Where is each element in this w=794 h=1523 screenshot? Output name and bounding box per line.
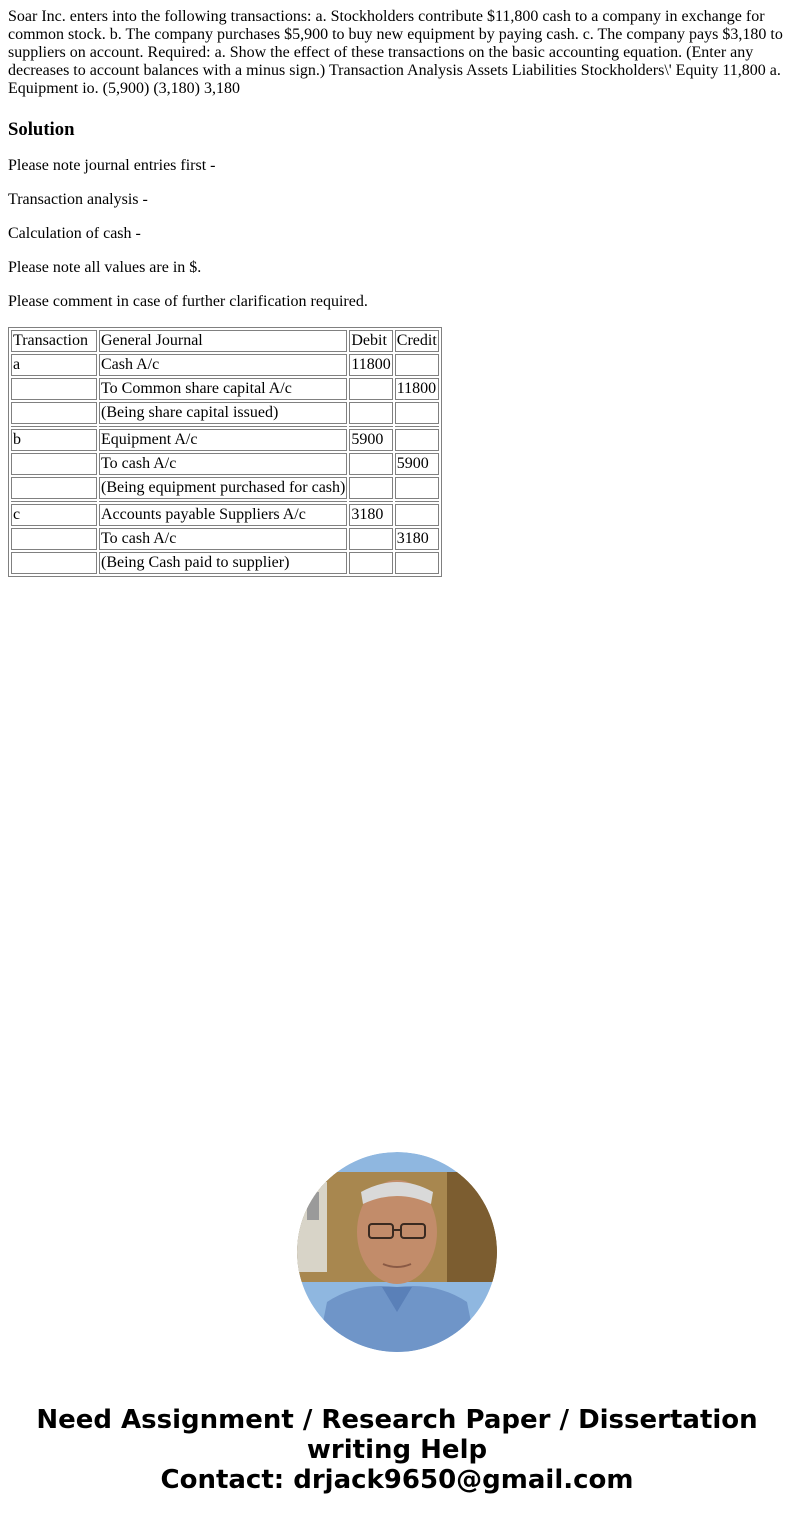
table-header-row	[11, 330, 439, 352]
separator-cell	[99, 426, 347, 427]
separator-cell	[11, 501, 97, 502]
cell-debit	[349, 378, 392, 400]
cell-credit: 11800	[395, 378, 439, 400]
header-general-journal: General Journal	[99, 330, 347, 352]
group-separator	[11, 501, 439, 502]
question-text: Soar Inc. enters into the following transactions: a. Stockholders contribute $11,800 cash to a company in exchange for common stock. b. The company purchases $5,900 to buy new equipment by paying cash. c. The company pays $3,180 to suppliers on account. Required: a. Show the effect of these transactions on the basic accounting equation. (Enter any decreases to account balances with a minus sign.) Transaction Analysis Assets Liabilities Stockholders\' Equity 11,800 a. Equipment io. (5,900) (3,180) 3,180	[8, 8, 783, 97]
promo-text	[0, 1405, 794, 1495]
promo-line-3: Contact: drjack9650@gmail.com	[160, 1465, 634, 1495]
journal-table	[8, 327, 442, 577]
solution-line-cash-calculation: Calculation of cash -	[8, 225, 141, 242]
table-row	[11, 477, 439, 499]
cell-transaction	[11, 528, 97, 550]
solution-heading: Solution	[8, 119, 75, 140]
cell-general-journal: To Common share capital A/c	[99, 378, 347, 400]
page-content	[8, 8, 788, 577]
table-row	[11, 453, 439, 475]
cell-transaction	[11, 402, 97, 424]
group-separator	[11, 426, 439, 427]
cell-transaction	[11, 477, 97, 499]
cell-general-journal: (Being share capital issued)	[99, 402, 347, 424]
cell-credit	[395, 504, 439, 526]
cell-transaction	[11, 453, 97, 475]
table-row	[11, 504, 439, 526]
cell-credit: 3180	[395, 528, 439, 550]
cell-transaction: a	[11, 354, 97, 376]
cell-credit	[395, 402, 439, 424]
cell-general-journal: (Being Cash paid to supplier)	[99, 552, 347, 574]
avatar	[297, 1152, 497, 1352]
cell-general-journal: To cash A/c	[99, 453, 347, 475]
cell-general-journal: Equipment A/c	[99, 429, 347, 451]
cell-debit	[349, 453, 392, 475]
separator-cell	[349, 426, 392, 427]
separator-cell	[395, 426, 439, 427]
cell-general-journal: (Being equipment purchased for cash)	[99, 477, 347, 499]
cell-general-journal: To cash A/c	[99, 528, 347, 550]
cell-debit: 11800	[349, 354, 392, 376]
cell-credit	[395, 477, 439, 499]
table-row	[11, 378, 439, 400]
cell-general-journal: Cash A/c	[99, 354, 347, 376]
cell-credit	[395, 429, 439, 451]
table-row	[11, 354, 439, 376]
solution-line-comment-note: Please comment in case of further clarification required.	[8, 293, 368, 310]
cell-debit: 3180	[349, 504, 392, 526]
promo-line-1: Need Assignment / Research Paper / Dissertation	[36, 1405, 758, 1435]
promo-line-2: writing Help	[306, 1435, 488, 1465]
cell-general-journal: Accounts payable Suppliers A/c	[99, 504, 347, 526]
cell-debit	[349, 552, 392, 574]
cell-debit	[349, 402, 392, 424]
header-transaction: Transaction	[11, 330, 97, 352]
table-row	[11, 552, 439, 574]
cell-transaction	[11, 378, 97, 400]
cell-transaction	[11, 552, 97, 574]
table-row	[11, 402, 439, 424]
cell-credit	[395, 354, 439, 376]
separator-cell	[11, 426, 97, 427]
cell-credit: 5900	[395, 453, 439, 475]
solution-line-journal-note: Please note journal entries first -	[8, 157, 216, 174]
cell-transaction: c	[11, 504, 97, 526]
cell-debit	[349, 528, 392, 550]
header-credit: Credit	[395, 330, 439, 352]
avatar-photo	[297, 1152, 497, 1352]
table-row	[11, 429, 439, 451]
cell-credit	[395, 552, 439, 574]
cell-transaction: b	[11, 429, 97, 451]
solution-line-values-note: Please note all values are in $.	[8, 259, 202, 276]
cell-debit: 5900	[349, 429, 392, 451]
separator-cell	[349, 501, 392, 502]
solution-line-transaction-analysis: Transaction analysis -	[8, 191, 148, 208]
cell-debit	[349, 477, 392, 499]
separator-cell	[99, 501, 347, 502]
header-debit: Debit	[349, 330, 392, 352]
separator-cell	[395, 501, 439, 502]
table-row	[11, 528, 439, 550]
